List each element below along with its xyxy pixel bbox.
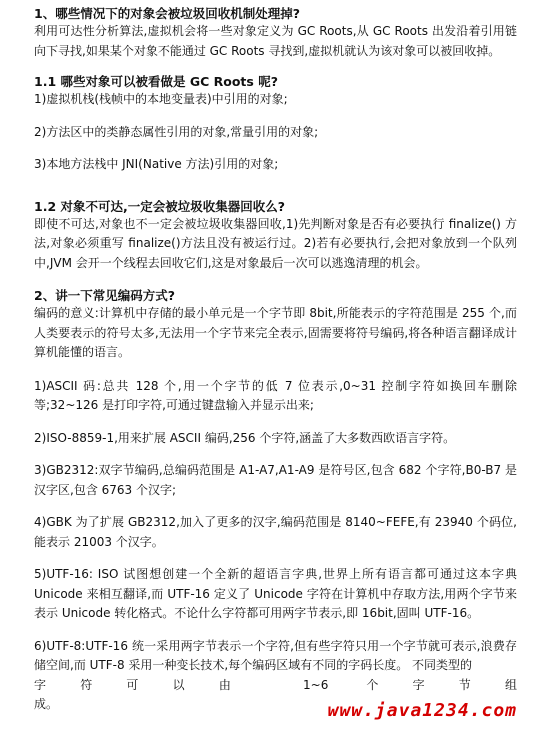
q2-item-2: 2)ISO-8859-1,用来扩展 ASCII 编码,256 个字符,涵盖了大多数西欧语言字符。 <box>34 430 456 445</box>
q2-item-6-body: 6)UTF-8:UTF-16 统一采用两字节表示一个字符,但有些字符只用一个字节就可表示,浪费存储空间,而 UTF-8 采用一种变长技术,每个编码区域有不同的字码长度。 不同类型的 <box>34 638 517 672</box>
watermark-logo: www.java1234.com <box>327 700 517 721</box>
q2-item-4: 4)GBK 为了扩展 GB2312,加入了更多的汉字,编码范围是 8140~FEFE,有 23940 个码位,能表示 21003 个汉字。 <box>34 515 517 549</box>
q1-1-title: 1.1 哪些对象可以被看做是 GC Roots 呢? <box>34 74 278 89</box>
q2-item-6-end: 成。 <box>34 697 59 711</box>
q2-item-5: 5)UTF-16: ISO 试图想创建一个全新的超语言字典,世界上所有语言都可通过这本字典 Unicode 来相互翻译,而 UTF-16 定义了 Unicode 字符在计算机中存取方法,用两个字节来表示 Unicode 转化格式。不论什么字符都可用两字节表示,即 16bit,固叫 UTF-16。 <box>34 567 517 620</box>
q1-1-item-1: 1)虚拟机栈(栈帧中的本地变量表)中引用的对象; <box>34 92 288 106</box>
q1-title: 1、哪些情况下的对象会被垃圾回收机制处理掉? <box>34 6 300 21</box>
q1-1-item-3: 3)本地方法栈中 JNI(Native 方法)引用的对象; <box>34 157 279 171</box>
q1-body: 利用可达性分析算法,虚拟机会将一些对象定义为 GC Roots,从 GC Roots 出发沿着引用链向下寻找,如果某个对象不能通过 GC Roots 寻找到,虚拟机就认为该对象可以被回收掉。 <box>34 24 517 58</box>
q1-2-title: 1.2 对象不可达,一定会被垃圾收集器回收么? <box>34 198 285 214</box>
q2-item-3: 3)GB2312:双字节编码,总编码范围是 A1-A7,A1-A9 是符号区,包含 682 个字符,B0-B7 是汉字区,包含 6763 个汉字; <box>34 463 517 497</box>
q2-item-6-spread: 字符可以由 1~6 个字节组 <box>34 677 517 692</box>
q2-title: 2、讲一下常见编码方式? <box>34 288 175 303</box>
q2-intro: 编码的意义:计算机中存储的最小单元是一个字节即 8bit,所能表示的字符范围是 255 个,而人类要表示的符号太多,无法用一个字节来完全表示,固需要将符号编码,将各种语言翻译成计算机能懂的语言。 <box>34 306 517 359</box>
q1-2-body: 即使不可达,对象也不一定会被垃圾收集器回收,1)先判断对象是否有必要执行 finalize() 方法,对象必须重写 finalize()方法且没有被运行过。2)若有必要执行,会把对象放到一个队列中,JVM 会开一个线程去回收它们,这是对象最后一次可以逃逸清理的机会。 <box>34 216 517 270</box>
q1-1-item-2: 2)方法区中的类静态属性引用的对象,常量引用的对象; <box>34 124 319 139</box>
q2-item-1: 1)ASCII 码:总共 128 个,用一个字节的低 7 位表示,0~31 控制字符如换回车删除等;32~126 是打印字符,可通过键盘输入并显示出来; <box>34 378 517 412</box>
